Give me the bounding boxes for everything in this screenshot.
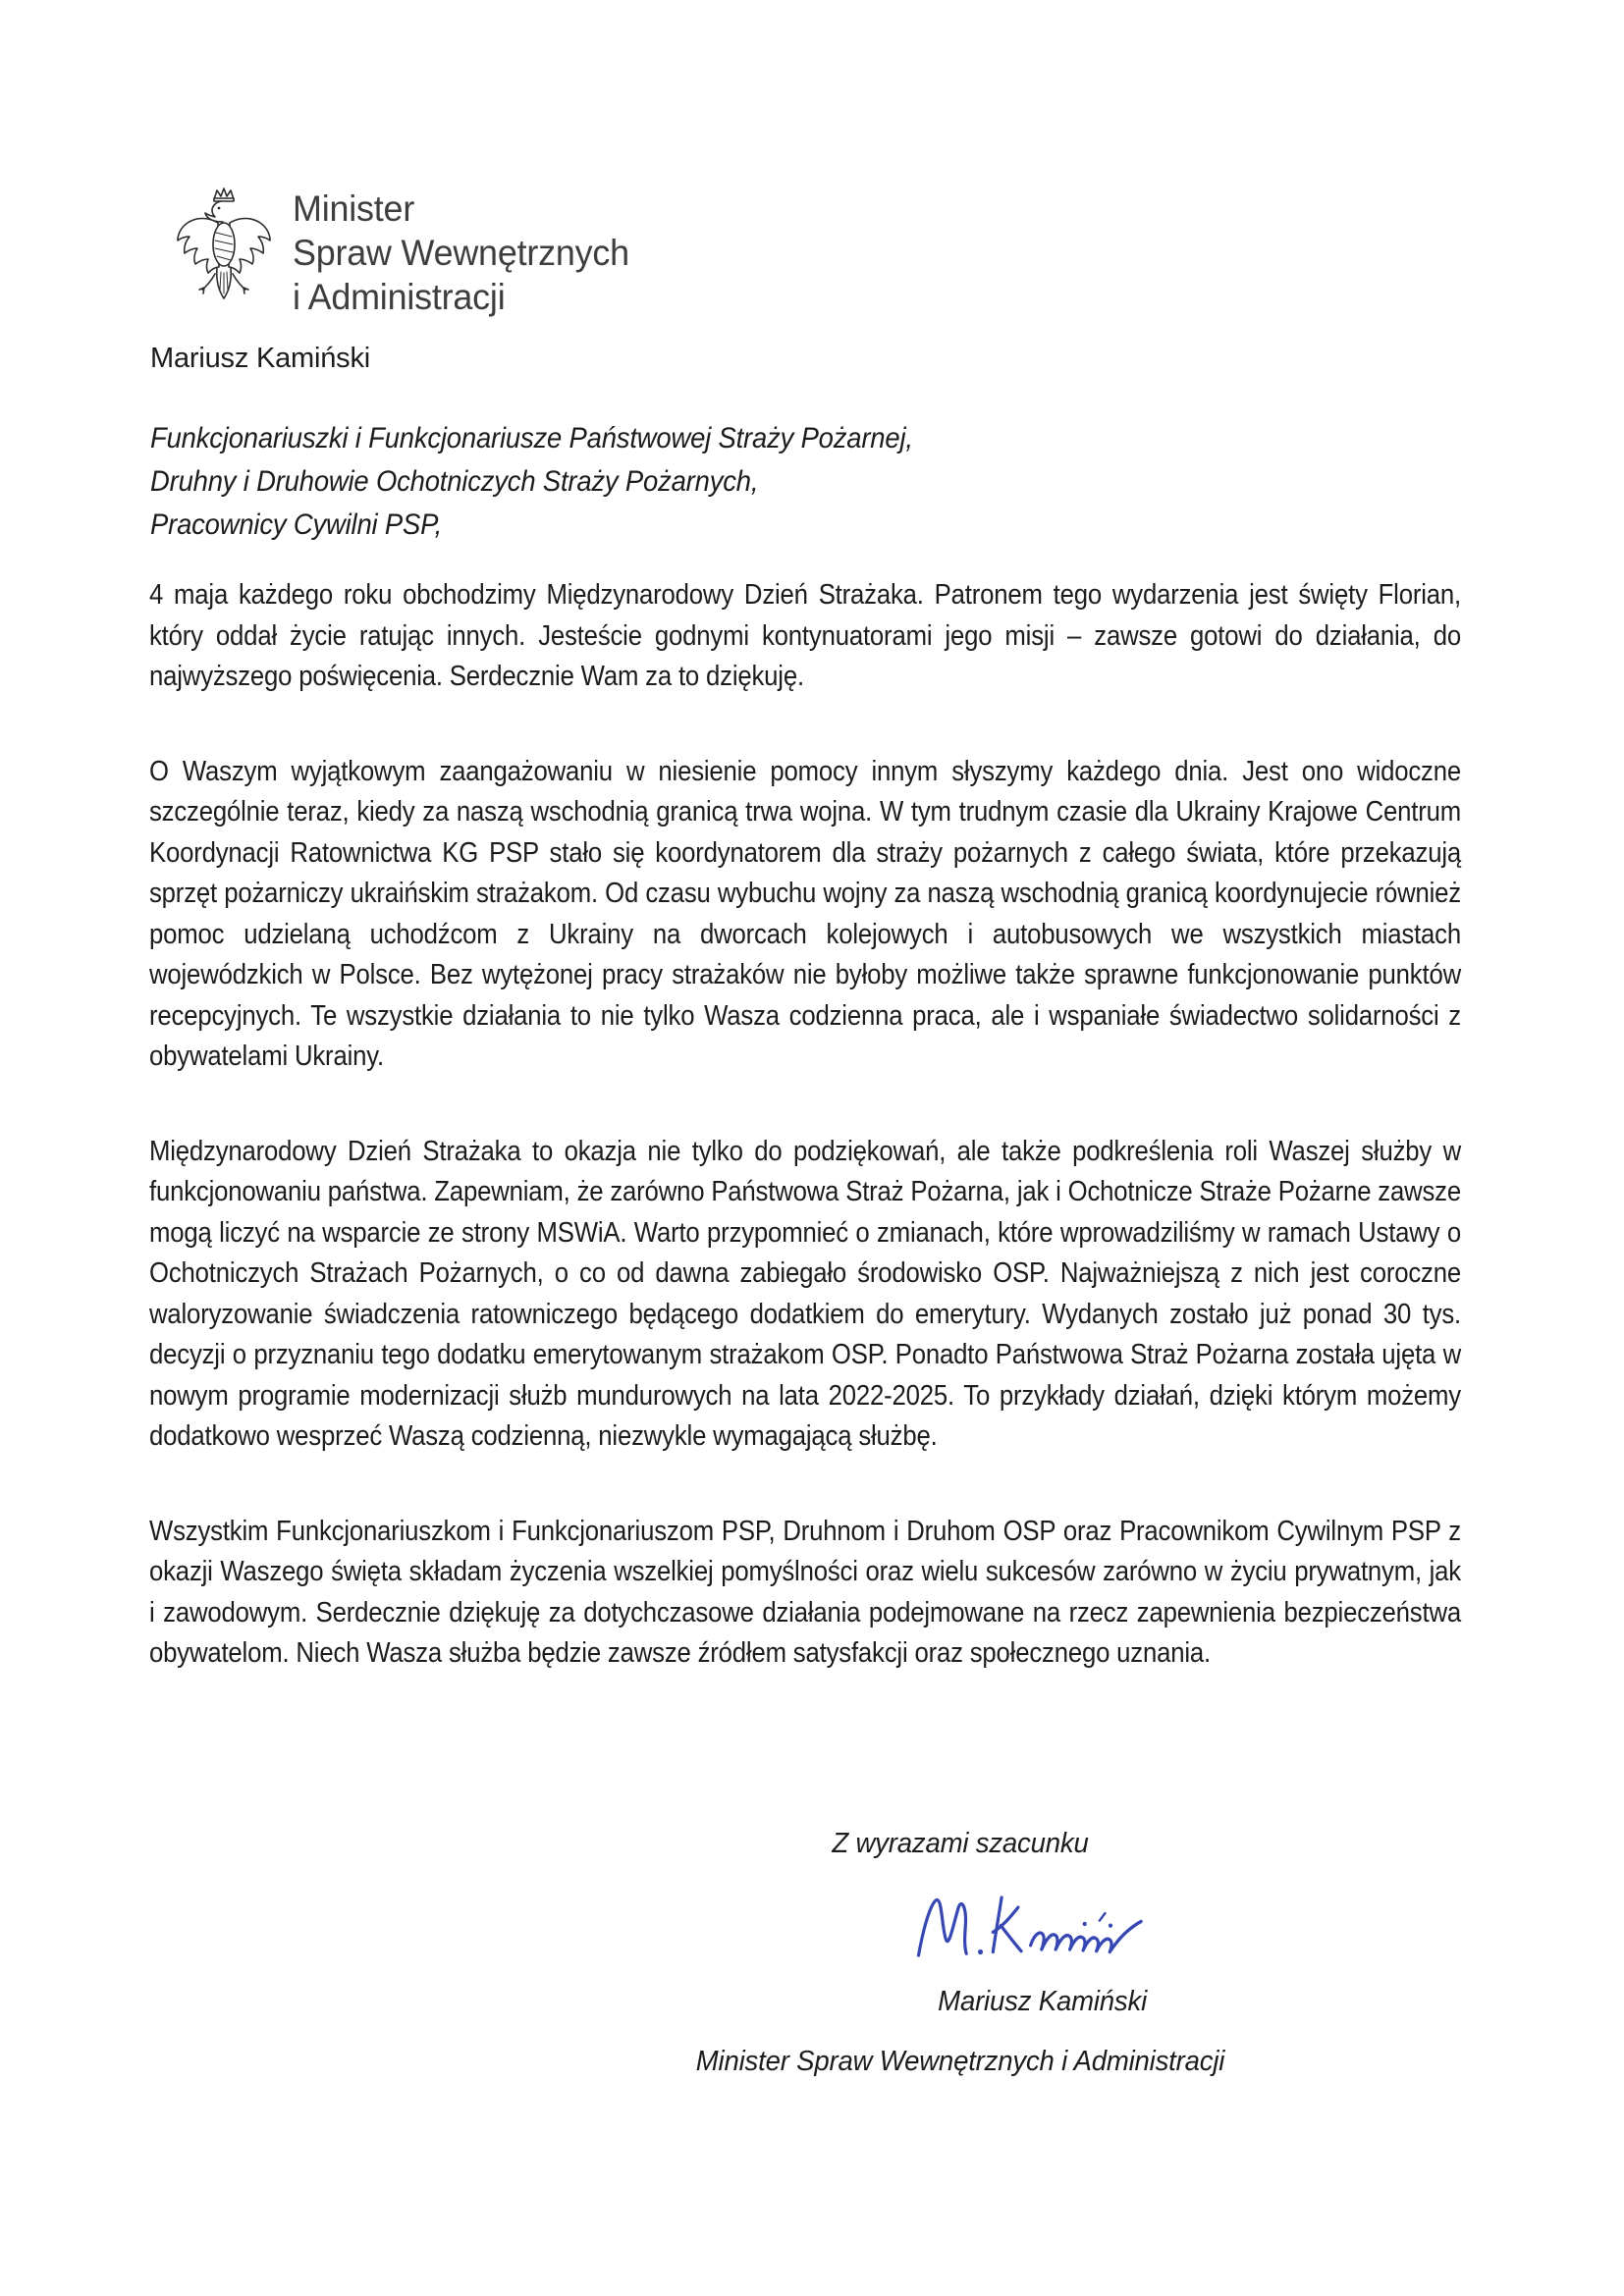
paragraph-1: 4 maja każdego roku obchodzimy Międzynarodowy Dzień Strażaka. Patronem tego wydarzenia jest święty Florian, który oddał życie ratując innych. Jesteście godnymi kontynuatorami jego misji – zawsze gotowi do działania, do najwyższego poświęcenia. Serdecznie Wam za to dziękuję. — [149, 579, 1461, 692]
salutation-line-1: Funkcjonariuszki i Funkcjonariusze Państwowej Straży Pożarnej, — [150, 422, 913, 454]
polish-eagle-coat-of-arms-icon — [175, 185, 273, 324]
letter-body — [149, 575, 1461, 1729]
paragraph-3: Międzynarodowy Dzień Strażaka to okazja nie tylko do podziękowań, ale także podkreślenia roli Waszej służby w funkcjonowaniu państwa. Zapewniam, że zarówno Państwowa Straż Pożarna, jak i Ochotnicze Straże Pożarne zawsze mogą liczyć na wsparcie ze strony MSWiA. Warto przypomnieć o zmianach, które wprowadziliśmy w ramach Ustawy o Ochotniczych Strażach Pożarnych, o co od dawna zabiegało środowisko OSP. Najważniejszą z nich jest coroczne waloryzowanie świadczenia ratowniczego będącego dodatkiem do emerytury. Wydanych zostało już ponad 30 tys. decyzji o przyznaniu tego dodatku emerytowanym strażakom OSP. Ponadto Państwowa Straż Pożarna została ujęta w nowym programie modernizacji służb mundurowych na lata 2022-2025. To przykłady działań, dzięki którym możemy dodatkowo wesprzeć Waszą codzienną, niezwykle wymagającą służbę. — [149, 1135, 1461, 1452]
letterhead — [175, 185, 640, 324]
office-name-line-2: Spraw Wewnętrznych — [293, 233, 629, 273]
salutation-line-3: Pracownicy Cywilni PSP, — [150, 508, 443, 541]
signer-name: Mariusz Kamiński — [938, 1986, 1147, 2017]
paragraph-4: Wszystkim Funkcjonariuszkom i Funkcjonariuszom PSP, Druhnom i Druhom OSP oraz Pracownikom Cywilnym PSP z okazji Waszego święta składam życzenia wszelkiej pomyślności oraz wielu sukcesów zarówno w życiu prywatnym, jak i zawodowym. Serdecznie dziękuję za dotychczasowe działania podejmowane na rzecz zapewnienia bezpieczeństwa obywatelom. Niech Wasza służba będzie zawsze źródłem satysfakcji oraz społecznego uznania. — [149, 1515, 1461, 1669]
office-name-line-3: i Administracji — [293, 277, 506, 317]
closing-block — [568, 1826, 1352, 2080]
office-name — [293, 187, 629, 319]
handwritten-signature-icon — [889, 1888, 1197, 1970]
closing-phrase: Z wyrazami szacunku — [832, 1828, 1089, 1859]
salutation-line-2: Druhny i Druhowie Ochotniczych Straży Pożarnych, — [150, 465, 759, 498]
salutation — [150, 417, 913, 547]
signer-title: Minister Spraw Wewnętrznych i Administracji — [695, 2046, 1225, 2077]
sender-name: Mariusz Kamiński — [150, 343, 371, 374]
office-name-line-1: Minister — [293, 188, 415, 229]
paragraph-2: O Waszym wyjątkowym zaangażowaniu w niesienie pomocy innym słyszymy każdego dnia. Jest ono widoczne szczególnie teraz, kiedy za naszą wschodnią granicą trwa wojna. W tym trudnym czasie dla Ukrainy Krajowe Centrum Koordynacji Ratownictwa KG PSP stało się koordynatorem dla straży pożarnych z całego świata, które przekazują sprzęt pożarniczy ukraińskim strażakom. Od czasu wybuchu wojny za naszą wschodnią granicą koordynujecie również pomoc udzielaną uchodźcom z Ukrainy na dworcach kolejowych i autobusowych we wszystkich miastach wojewódzkich w Polsce. Bez wytężonej pracy strażaków nie byłoby możliwe także sprawne funkcjonowanie punktów recepcyjnych. Te wszystkie działania to nie tylko Wasza codzienna praca, ale i wspaniałe świadectwo solidarności z obywatelami Ukrainy. — [149, 755, 1461, 1072]
